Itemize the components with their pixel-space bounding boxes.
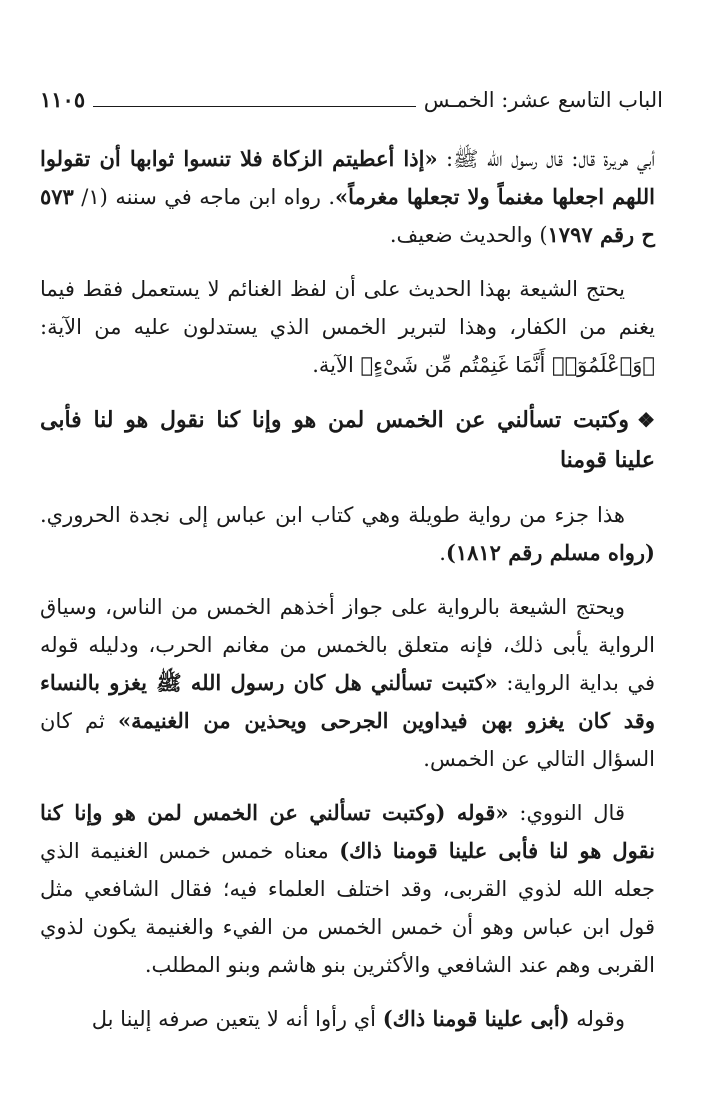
section-heading — [40, 400, 655, 480]
nawawi-quote: «قوله (وكتبت تسألني عن الخمس لمن هو وإنا كنا نقول هو لنا فأبى علينا قومنا ذاك) — [40, 800, 655, 863]
argument-end: الآية. — [312, 353, 361, 377]
paragraph-nawawi — [40, 794, 655, 984]
context-text: ويحتج الشيعة بالرواية على جواز أخذهم الخمس من الناس، وسياق الرواية يأبى ذلك، فإنه متعلق بالخمس من مغانم الحرب، ودليله قوله في بداية الرواية: — [40, 595, 655, 695]
paragraph-hadith — [40, 140, 655, 254]
paragraph-source — [40, 496, 655, 572]
source-text: هذا جزء من رواية طويلة وهي كتاب ابن عباس إلى نجدة الحروري. — [40, 503, 625, 527]
section-title: وكتبت تسألني عن الخمس لمن هو وإنا كنا نقول هو لنا فأبى علينا قومنا — [40, 407, 655, 473]
context-end: ثم كان السؤال التالي عن الخمس. — [40, 709, 655, 771]
page-number: ١١٠٥ — [40, 87, 86, 112]
hadith-grading: ) والحديث ضعيف. — [389, 223, 548, 247]
running-header — [40, 78, 663, 112]
hadith-source: . رواه ابن ماجه في سننه (١/ — [73, 185, 336, 209]
paragraph-shia-argument — [40, 270, 655, 384]
context-quote: «كتبت تسألني هل كان رسول الله ﷺ يغزو بالنساء وقد كان يغزو بهن فيداوين الجرحى ويحذين من الغنيمة» — [40, 670, 655, 733]
source-reference: (رواه مسلم رقم ١٨١٢) — [445, 540, 655, 565]
hadith-reference: ٥٧٣ ح رقم ١٧٩٧ — [40, 184, 655, 247]
paragraph-continuation — [40, 1000, 655, 1038]
header-rule — [93, 106, 416, 107]
continuation-intro: وقوله — [569, 1007, 625, 1031]
hadith-intro: أبي هريرة قال: قال رسول الله ﷺ: — [437, 147, 655, 171]
quran-verse: ﴿وَٱعْلَمُوٓا۟ أَنَّمَا غَنِمْتُم مِّن شَىْءٍ﴾ — [360, 353, 655, 377]
paragraph-context — [40, 588, 655, 778]
continuation-text: أي رأوا أنه لا يتعين صرفه إلينا بل — [91, 1007, 383, 1031]
source-end: . — [439, 541, 446, 565]
body-text — [40, 140, 655, 1054]
diamond-ornament-icon: ❖ — [637, 408, 655, 432]
nawawi-intro: قال النووي: — [508, 801, 625, 825]
argument-text: يحتج الشيعة بهذا الحديث على أن لفظ الغنائم لا يستعمل فقط فيما يغنم من الكفار، وهذا لتبرير الخمس الذي يستدلون عليه من الآية: — [40, 277, 655, 339]
nawawi-commentary: معناه خمس خمس الغنيمة الذي جعله الله لذوي القربى، وقد اختلف العلماء فيه؛ فقال الشافعي مثل قول ابن عباس وهو أن خمس الخمس من الفيء والغنيمة يكون لذوي القربى وهم عند الشافعي والأكثرين بنو هاشم وبنو المطلب. — [40, 839, 655, 977]
continuation-quote: (أبى علينا قومنا ذاك) — [382, 1006, 570, 1031]
chapter-title: الباب التاسع عشر: الخمـس — [423, 88, 663, 112]
hadith-quote: «إذا أعطيتم الزكاة فلا تنسوا ثوابها أن تقولوا اللهم اجعلها مغنماً ولا تجعلها مغرماً» — [40, 146, 655, 209]
